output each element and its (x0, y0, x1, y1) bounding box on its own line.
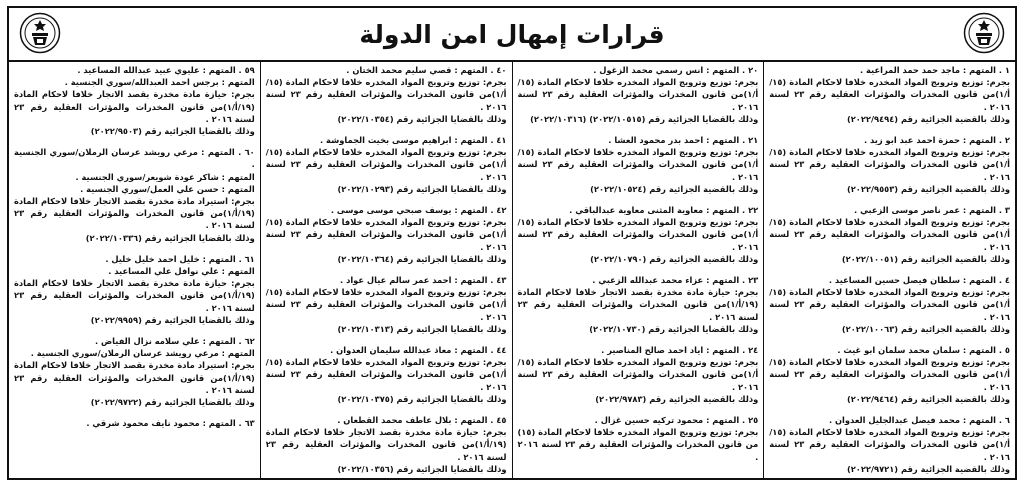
case-heading: ٦٢ . المتهم : علي سلامه نزال الفياض . (94, 336, 255, 347)
case-entry (769, 204, 1010, 265)
case-heading: ٢٢ . المتهم : معاوية المثنى معاوية عبدالباقي . (569, 205, 759, 216)
case-line: المتهم : علي نوافل علي المساعيد . (108, 266, 255, 277)
case-entry (266, 134, 507, 195)
case-line: بجرم: توزيع وترويج المواد المخدره خلافا لاحكام المادة (١٥/أ/١)من قانون المخدرات والمؤثرات العقلية رقم ٢٣ لسنة ٢٠١٦ . (265, 357, 507, 392)
case-line: بجرم: توزيع وترويج المواد المخدره خلافا لاحكام المادة (١٥/أ/١)من قانون المخدرات والمؤثرات العقلية رقم ٢٣ لسنة ٢٠١٦ . (769, 77, 1010, 112)
case-heading: ٦٠ . المتهم : مرعي رويشد عرسان الرملان/سوري الجنسية . (14, 147, 255, 170)
case-line: المتهم : برجس احمد العبدالله/سوري الجنسية . (64, 77, 255, 88)
case-entry (266, 274, 507, 335)
case-heading: ٤٢ . المتهم : يوسف صبحي موسى موسى . (330, 205, 507, 216)
case-line: بجرم: توزيع وترويج المواد المخدره خلافا لاحكام المادة (١٥/أ/١)من قانون المخدرات والمؤثرات العقلية رقم ٢٣ لسنة ٢٠١٦ . (517, 147, 759, 182)
case-line: وذلك بالقضية الجزائية رقم (٢٠٢٢/٩٥٥٣) (846, 183, 1010, 194)
case-line: وذلك بالقضايا الجزائية رقم (٢٠٢٢/١٠٣٣٦) (85, 232, 255, 243)
case-line: بجرم: استيراد مادة مخدرة بقصد الاتجار خلافا لاحكام المادة (١٩/أ/١)من قانون المخدرات والمؤثرات العقلية رقم ٢٣ لسنة ٢٠١٦ . (14, 196, 255, 231)
case-entry (266, 344, 507, 405)
case-line: المتهم : مرعي رويشد عرسان الرملان/سوري الجنسية . (30, 348, 255, 359)
case-line: بجرم: توزيع وترويج المواد المخدره خلافا لاحكام المادة (١٥/أ/١)من قانون المخدرات والمؤثرات العقلية رقم ٢٣ لسنة ٢٠١٦ . (769, 147, 1010, 182)
case-heading: ٦ . المتهم : محمد فيصل عبدالجليل العدوان . (828, 415, 1010, 426)
case-entry (14, 335, 255, 408)
case-heading: ٤٤ . المتهم : معاذ عبدالله سليمان العدوان . (330, 345, 507, 356)
case-entry (769, 344, 1010, 405)
case-line: بجرم: توزيع وترويج المواد المخدره خلافا لاحكام المادة (١٥/أ/١)من قانون المخدرات والمؤثرات العقلية رقم ٢٣ لسنة ٢٠١٦ . (265, 147, 507, 182)
case-line: بجرم: حيازة مادة مخدرة بقصد الاتجار خلافا لاحكام المادة (١٩/أ/١)من قانون المخدرات والمؤثرات العقلية رقم ٢٣ لسنة ٢٠١٦ . (14, 89, 255, 124)
case-entry (14, 146, 255, 244)
case-entry (518, 204, 759, 265)
notice-column (260, 62, 512, 480)
case-entry (266, 64, 507, 125)
case-heading: ٤٠ . المتهم : قصي سليم محمد الختان . (346, 65, 507, 75)
case-heading: ٢٤ . المتهم : اياد احمد صالح المناصير . (601, 345, 759, 356)
case-line: بجرم: استيراد مادة مخدرة بقصد الاتجار خلافا لاحكام المادة (١٩/أ/١)من قانون المخدرات والمؤثرات العقلية رقم ٢٣ لسنة ٢٠١٦ . (14, 360, 255, 395)
notice-column (9, 62, 260, 480)
case-line: وذلك بالقضية الجزائية رقم (٢٠٢٢/١٠٥٢٤) (590, 183, 759, 194)
case-line: وذلك بالقضايا الجزائية رقم (٢٠٢٢/٩٥٠٣) (90, 126, 255, 137)
case-heading: ٦٣ . المتهم : محمود نايف محمود شرقي . (86, 418, 255, 429)
case-heading: ٢ . المتهم : حمزة احمد عبد ابو زيد . (863, 135, 1010, 146)
case-heading: ٦١ . المتهم : خليل احمد خليل خليل . (105, 253, 255, 264)
case-entry (14, 253, 255, 326)
case-entry (518, 134, 759, 195)
case-line: وذلك بالقضية الجزائية رقم (٢٠٢٢/٩٧٢١) (846, 463, 1010, 474)
case-line: بجرم: توزيع وترويج المواد المخدره خلافا لاحكام المادة (١٥/أ/١)من قانون المخدرات والمؤثرات العقلية رقم ٢٣ لسنة ٢٠١٦ . (517, 217, 759, 252)
case-line: بجرم: توزيع وترويج المواد المخدره خلافا لاحكام المادة (١٥/أ/١)من قانون المخدرات والمؤثرات العقلية رقم ٢٣ لسنة ٢٠١٦ . (265, 217, 507, 252)
case-line: وذلك بالقضايا الجزائية رقم (٢٠٢٢/١٠٣٥٤) (337, 113, 507, 124)
case-line: وذلك بالقضايا الجزائية رقم (٢٠٢٢/٩٧٢٢) (90, 397, 255, 408)
notice-header (9, 8, 1015, 62)
case-entry (769, 134, 1010, 195)
case-line: بجرم: توزيع وترويج المواد المخدره خلافا لاحكام المادة (١٥) من قانون المخدرات والمؤثرات العقلية رقم ٢٣ لسنة ٢٠١٦ . (517, 427, 759, 462)
case-entry (14, 417, 255, 429)
case-line: وذلك بالقضية الجزائية رقم (٢٠٢٢/١٠٠٥١) (841, 253, 1010, 264)
case-entry (769, 414, 1010, 475)
case-entry (266, 204, 507, 265)
case-line: وذلك بالقضايا الجزائية رقم (٢٠٢٢/١٠٢٩٣) (337, 183, 507, 194)
case-line: وذلك بالقضايا الجزائية رقم (٢٠٢٢/٩٩٥٩) (90, 314, 255, 325)
case-entry (769, 274, 1010, 335)
case-line: بجرم: توزيع وترويج المواد المخدره خلافا لاحكام المادة (١٥/أ/١)من قانون المخدرات والمؤثرات العقلية رقم ٢٣ لسنة ٢٠١٦ . (769, 427, 1010, 462)
case-line: بجرم: توزيع وترويج المواد المخدره خلافا لاحكام المادة (١٥/أ/١)من قانون المخدرات والمؤثرات العقلية رقم ٢٣ لسنة ٢٠١٦ . (517, 77, 759, 112)
case-heading: ٥ . المتهم : سلمان محمد سلمان ابو غيث . (837, 345, 1010, 356)
case-line: وذلك بالقضايا الجزائية رقم (٢٠٢٢/١٠٣٥٦) (337, 463, 507, 474)
case-line: بجرم: توزيع وترويج المواد المخدره خلافا لاحكام المادة (١٥/أ/١)من قانون المخدرات والمؤثرات العقلية رقم ٢٣ لسنة ٢٠١٦ . (769, 217, 1010, 252)
notice-page (7, 6, 1017, 480)
case-heading: ٤٣ . المتهم : احمد عمر سالم عيال عواد . (340, 275, 507, 286)
case-entry (518, 64, 759, 125)
case-heading: ٤ . المتهم : سلطان فيصل حسين المساعيد . (828, 275, 1010, 286)
case-entry (14, 64, 255, 137)
case-line: بجرم: توزيع وترويج المواد المخدره خلافا لاحكام المادة (١٥/أ/١)من قانون المخدرات والمؤثرات العقلية رقم ٢٣ لسنة ٢٠١٦ . (265, 77, 507, 112)
case-line: وذلك بالقضية الجزائية رقم (٢٠٢٢/١٠٠٦٣) (841, 323, 1010, 334)
case-line: بجرم: حيازة مادة مخدرة بقصد الاتجار خلافا لاحكام المادة (١٩/أ/١)من قانون المخدرات والمؤثرات العقلية رقم ٢٣ لسنة ٢٠١٦ . (517, 287, 759, 322)
case-heading: ٥٩ . المتهم : عليوي عبيد عبدالله المساعيد . (77, 65, 255, 75)
case-heading: ١ . المتهم : ماجد حمد حمد المراعية . (859, 65, 1010, 75)
case-line: وذلك بالقضية الجزائية رقم (٢٠٢٢/٩٤٩٤) (846, 113, 1010, 124)
case-line: المتهم : شاكر عودة شويعر/سوري الجنسية . (75, 171, 255, 182)
case-line: بجرم: توزيع وترويج المواد المخدره خلافا لاحكام المادة (١٥/أ/١)من قانون المخدرات والمؤثرات العقلية رقم ٢٣ لسنة ٢٠١٦ . (769, 287, 1010, 322)
case-heading: ٢١ . المتهم : احمد بدر محمود العشا . (608, 135, 759, 146)
case-line: بجرم: حيازة مادة مخدرة بقصد الاتجار خلافا لاحكام المادة (١٩/أ/١)من قانون المخدرات والمؤثرات العقلية رقم ٢٣ لسنة ٢٠١٦ . (14, 278, 255, 313)
case-heading: ٢٥ . المتهم : محمود تركيه حسين غزال . (594, 415, 759, 426)
case-line: بجرم: توزيع وترويج المواد المخدره خلافا لاحكام المادة (١٥/أ/١)من قانون المخدرات والمؤثرات العقلية رقم ٢٣ لسنة ٢٠١٦ . (769, 357, 1010, 392)
case-line: وذلك بالقضايا الجزائية رقم (٢٠٢٢/١٠٣٦٤) (337, 253, 507, 264)
case-line: وذلك بالقضية الجزائية رقم (٢٠٢٢/١٠٧٩٠) (590, 253, 759, 264)
notice-title: قرارات إمهال امن الدولة (359, 19, 665, 49)
case-entry (266, 414, 507, 475)
case-line: المتهم : حسن علي العمل/سوري الجنسية . (80, 183, 255, 194)
case-line: بجرم: توزيع وترويج المواد المخدره خلافا لاحكام المادة (١٥/أ/١)من قانون المخدرات والمؤثرات العقلية رقم ٢٣ لسنة ٢٠١٦ . (265, 287, 507, 322)
case-line: وذلك بالقضايا الجزائية رقم (٢٠٢٢/١٠٧٣٠) (589, 323, 759, 334)
case-line: بجرم: توزيع وترويج المواد المخدره خلافا لاحكام المادة (١٥/أ/١)من قانون المخدرات والمؤثرات العقلية رقم ٢٣ لسنة ٢٠١٦ . (517, 357, 759, 392)
case-heading: ٤١ . المتهم : ابراهيم موسى بخيت الجماوشة . (320, 135, 507, 146)
case-entry (518, 274, 759, 335)
case-heading: ٢٠ . المتهم : انس رسمي محمد الزغول . (593, 65, 759, 75)
notice-column (763, 62, 1015, 480)
case-heading: ٤٥ . المتهم : بلال عاطف محمد القطعان . (337, 415, 507, 426)
case-line: وذلك بالقضية الجزائية رقم (٢٠٢٢/٩٧٨٣) (595, 393, 759, 404)
case-line: وذلك بالقضية الجزائية رقم (٢٠٢٢/٩٤٦٤) (846, 393, 1010, 404)
case-entry (518, 414, 759, 463)
case-line: بجرم: حيازة مادة مخدرة بقصد الاتجار خلافا لاحكام المادة (١٩/أ/١)من قانون المخدرات والمؤثرات العقلية رقم ٢٣ لسنة ٢٠١٦ . (265, 427, 507, 462)
notice-columns (9, 62, 1015, 480)
case-line: وذلك بالقضايا الجزائية رقم (٢٠٢٢/١٠٣١٣) (337, 323, 507, 334)
case-heading: ٢٣ . المتهم : عزاء محمد عبدالله الزعبي . (592, 275, 759, 286)
jordan-emblem-icon (19, 12, 61, 54)
case-entry (518, 344, 759, 405)
case-entry (769, 64, 1010, 125)
case-line: وذلك بالقضايا الجزائية رقم (٢٠٢٢/١٠٥١٥) (٢٠٢٢/١٠٣١٦) (530, 113, 759, 124)
jordan-emblem-icon (963, 12, 1005, 54)
notice-column (512, 62, 764, 480)
case-line: وذلك بالقضايا الجزائية رقم (٢٠٢٢/١٠٣٧٥) (337, 393, 507, 404)
case-heading: ٣ . المتهم : عمر ناصر موسى الزعبي . (854, 205, 1010, 216)
